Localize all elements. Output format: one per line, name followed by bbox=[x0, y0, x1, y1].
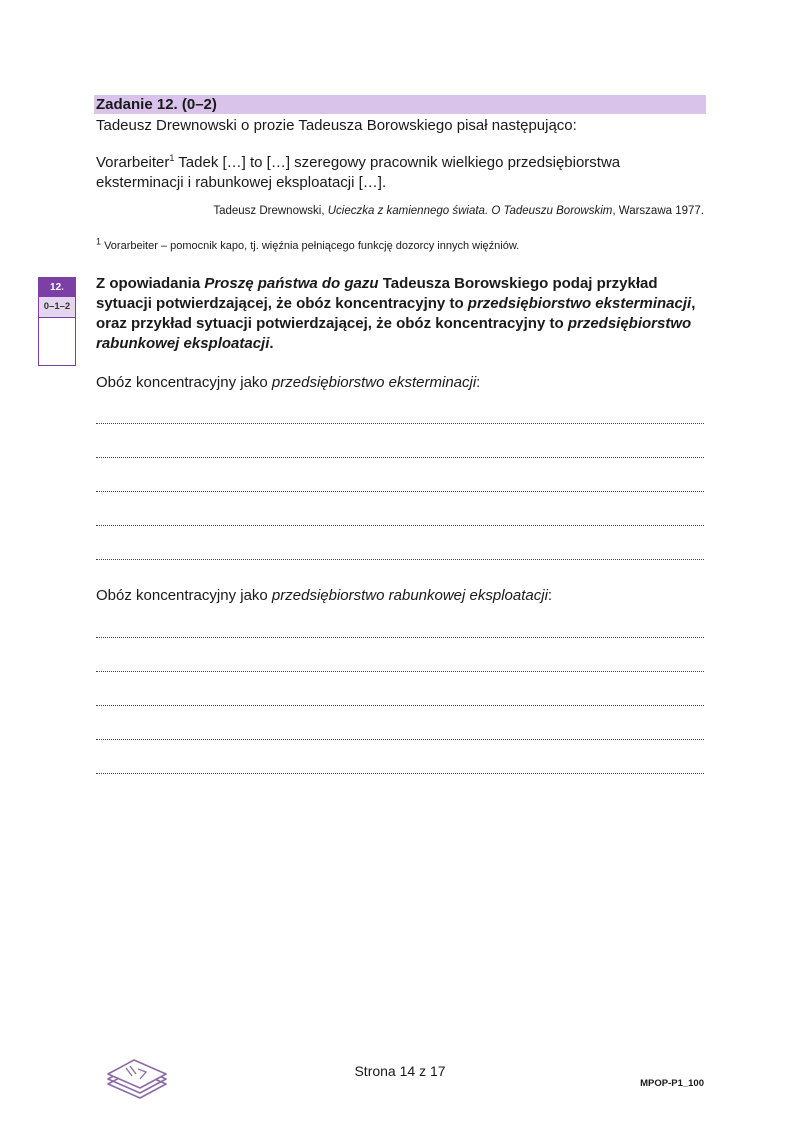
answer-prompt-2 bbox=[96, 586, 552, 605]
answer-line[interactable] bbox=[96, 559, 704, 560]
answer-prompt-1 bbox=[96, 373, 480, 392]
answer-line[interactable] bbox=[96, 491, 704, 492]
footnote bbox=[96, 236, 520, 253]
task-instruction bbox=[96, 274, 708, 354]
source-author: Tadeusz Drewnowski, bbox=[213, 205, 328, 217]
document-code: MPOP-P1_100 bbox=[640, 1078, 704, 1089]
prompt1-term: przedsiębiorstwo eksterminacji bbox=[271, 374, 477, 391]
footnote-text: Vorarbeiter – pomocnik kapo, tj. więźnia pełniącego funkcję dozorcy innych więźniów. bbox=[101, 240, 520, 252]
answer-line[interactable] bbox=[96, 773, 704, 774]
prompt2-term: przedsiębiorstwo rabunkowej eksploatacji bbox=[271, 587, 548, 604]
instruction-term-2: przedsiębiorstwo rabunkowej eksploatacji bbox=[96, 315, 692, 352]
quote-line1: Tadek […] to […] szeregowy pracownik wielkiego przedsiębiorstwa bbox=[174, 154, 621, 171]
instruction-term-1: przedsiębiorstwo eksterminacji bbox=[467, 295, 692, 312]
quote-source bbox=[96, 204, 704, 218]
score-box bbox=[38, 277, 76, 366]
score-range: 0–1–2 bbox=[39, 297, 75, 318]
prompt1-lead: Obóz koncentracyjny jako bbox=[96, 374, 272, 391]
quotation bbox=[96, 153, 696, 193]
instruction-text-3: , oraz przykład sytuacji potwierdzającej, że obóz koncentracyjny to bbox=[96, 295, 696, 332]
prompt1-colon: : bbox=[476, 374, 481, 391]
footnote-number: 1 bbox=[96, 236, 102, 247]
quote-line2: eksterminacji i rabunkowej eksploatacji […]. bbox=[96, 174, 387, 191]
instruction-work-title: Proszę państwa do gazu bbox=[204, 275, 379, 292]
answer-line[interactable] bbox=[96, 705, 704, 706]
answer-line[interactable] bbox=[96, 739, 704, 740]
source-title: Ucieczka z kamiennego świata. O Tadeuszu Borowskim bbox=[327, 205, 613, 217]
source-place-year: , Warszawa 1977. bbox=[612, 205, 704, 217]
answer-line[interactable] bbox=[96, 525, 704, 526]
answer-line[interactable] bbox=[96, 671, 704, 672]
instruction-text-1: Z opowiadania bbox=[96, 275, 205, 292]
page-number: Strona 14 z 17 bbox=[354, 1063, 446, 1079]
task-intro: Tadeusz Drewnowski o prozie Tadeusza Borowskiego pisał następująco: bbox=[96, 117, 577, 134]
instruction-text-2: Tadeusza Borowskiego podaj przykład sytuacji potwierdzającej, że obóz koncentracyjny to bbox=[96, 275, 658, 312]
answer-line[interactable] bbox=[96, 423, 704, 424]
prompt2-colon: : bbox=[547, 587, 553, 604]
task-number: 12. bbox=[39, 278, 75, 297]
footnote-marker: 1 bbox=[169, 153, 175, 163]
quote-word: Vorarbeiter bbox=[96, 154, 170, 171]
instruction-text-4: . bbox=[269, 335, 274, 352]
prompt2-lead: Obóz koncentracyjny jako bbox=[96, 587, 272, 604]
answer-line[interactable] bbox=[96, 637, 704, 638]
task-title: Zadanie 12. (0–2) bbox=[96, 96, 217, 113]
answer-line[interactable] bbox=[96, 457, 704, 458]
